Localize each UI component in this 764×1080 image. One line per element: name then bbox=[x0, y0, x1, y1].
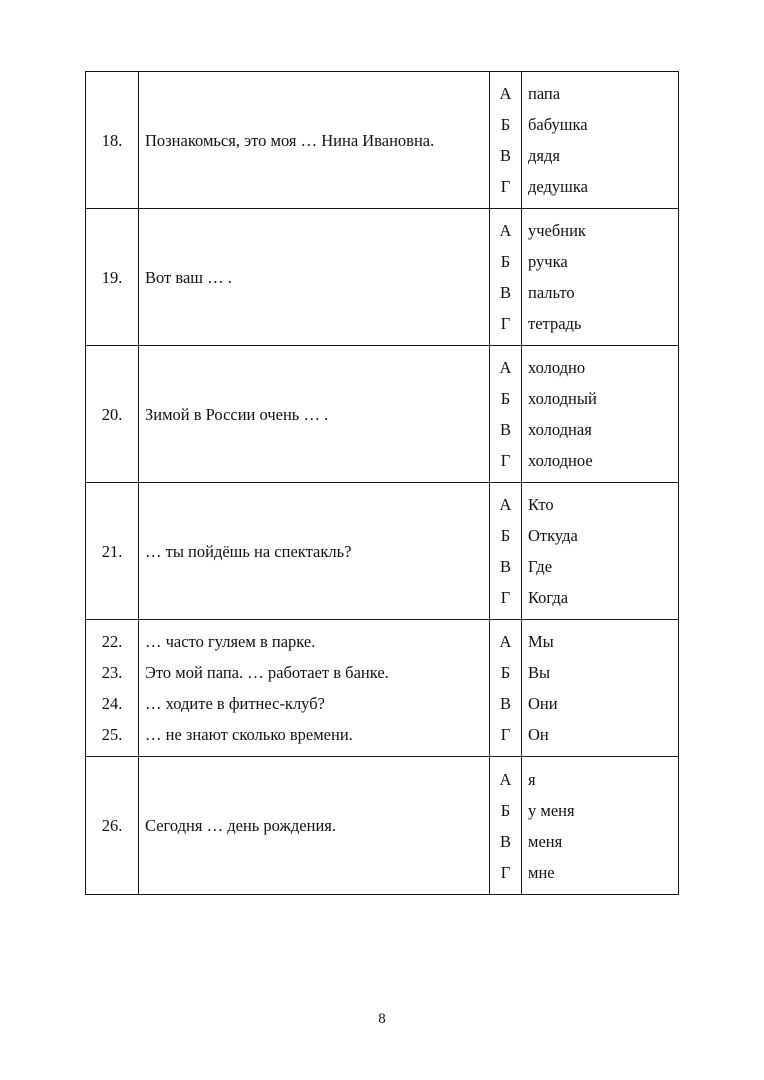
option-text: холодно bbox=[528, 358, 586, 377]
question-text: … ты пойдёшь на спектакль? bbox=[145, 541, 352, 561]
option-text: бабушка bbox=[528, 115, 588, 134]
option-letter: Г bbox=[500, 588, 511, 607]
option-letters-cell bbox=[490, 483, 522, 620]
option-text: меня bbox=[528, 831, 563, 851]
option-letter: А bbox=[499, 632, 512, 651]
question-text: Это мой папа. … работает в банке. bbox=[145, 663, 389, 682]
option-letter: Б bbox=[500, 115, 511, 134]
option-texts-cell bbox=[522, 72, 679, 209]
question-text: … часто гуляем в парке. bbox=[145, 632, 316, 651]
option-letter: В bbox=[499, 557, 511, 576]
option-letter: Г bbox=[500, 314, 511, 333]
option-text: у меня bbox=[528, 800, 575, 820]
option-letter: Б bbox=[500, 252, 511, 271]
option-letter: Г bbox=[500, 725, 511, 744]
question-cell bbox=[139, 209, 490, 346]
option-text: Когда bbox=[528, 588, 569, 607]
option-letter: Г bbox=[500, 451, 511, 470]
option-letter: Б bbox=[500, 663, 511, 682]
test-table bbox=[85, 71, 679, 895]
option-letter: Г bbox=[500, 862, 511, 882]
task-number: 18. bbox=[101, 130, 123, 150]
option-text: Мы bbox=[528, 632, 554, 651]
option-text: мне bbox=[528, 862, 555, 882]
task-number: 19. bbox=[101, 267, 123, 287]
task-number-cell bbox=[86, 757, 139, 895]
task-number-cell bbox=[86, 209, 139, 346]
option-text: Он bbox=[528, 725, 549, 744]
task-number-cell bbox=[86, 483, 139, 620]
option-text: Вы bbox=[528, 663, 551, 682]
option-letters-cell bbox=[490, 757, 522, 895]
question-text: Зимой в России очень … . bbox=[145, 404, 329, 424]
task-number-cell bbox=[86, 620, 139, 757]
question-text: Вот ваш … . bbox=[145, 267, 232, 287]
option-text: учебник bbox=[528, 221, 586, 240]
option-letters-cell bbox=[490, 209, 522, 346]
option-letter: А bbox=[499, 358, 512, 377]
task-number: 24. bbox=[101, 694, 123, 713]
question-cell bbox=[139, 483, 490, 620]
option-text: холодный bbox=[528, 389, 597, 408]
task-number-cell bbox=[86, 72, 139, 209]
task-row bbox=[86, 209, 679, 346]
option-letters-cell bbox=[490, 346, 522, 483]
option-texts-cell bbox=[522, 483, 679, 620]
task-row bbox=[86, 483, 679, 620]
option-letter: Б bbox=[500, 526, 511, 545]
option-text: пальто bbox=[528, 283, 575, 302]
task-number: 20. bbox=[101, 404, 123, 424]
task-row bbox=[86, 620, 679, 757]
question-text: … ходите в фитнес-клуб? bbox=[145, 694, 325, 713]
page-number: 8 bbox=[378, 1011, 386, 1027]
question-cell bbox=[139, 757, 490, 895]
question-text: … не знают сколько времени. bbox=[145, 725, 353, 744]
option-text: холодное bbox=[528, 451, 593, 470]
option-text: папа bbox=[528, 84, 561, 103]
test-table-body bbox=[86, 72, 679, 895]
option-text: Откуда bbox=[528, 526, 578, 545]
option-letter: А bbox=[499, 495, 512, 514]
option-letter: А bbox=[499, 769, 512, 789]
option-letter: В bbox=[499, 146, 511, 165]
option-letter: А bbox=[499, 221, 512, 240]
option-letter: В bbox=[499, 694, 511, 713]
option-texts-cell bbox=[522, 757, 679, 895]
option-letter: А bbox=[499, 84, 512, 103]
option-letters-cell bbox=[490, 72, 522, 209]
option-letter: В bbox=[499, 831, 511, 851]
option-texts-cell bbox=[522, 209, 679, 346]
option-texts-cell bbox=[522, 620, 679, 757]
option-text: я bbox=[528, 769, 536, 789]
option-text: Они bbox=[528, 694, 558, 713]
task-row bbox=[86, 757, 679, 895]
option-text: дядя bbox=[528, 146, 560, 165]
task-number: 21. bbox=[101, 541, 123, 561]
task-number: 23. bbox=[101, 663, 123, 682]
option-letter: Г bbox=[500, 177, 511, 196]
option-text: Где bbox=[528, 557, 553, 576]
option-text: тетрадь bbox=[528, 314, 582, 333]
option-text: холодная bbox=[528, 420, 592, 439]
option-text: ручка bbox=[528, 252, 568, 271]
question-text: Сегодня … день рождения. bbox=[145, 816, 337, 835]
option-letter: В bbox=[499, 283, 511, 302]
question-text: Познакомься, это моя … Нина Ивановна. bbox=[145, 130, 435, 150]
option-letter: Б bbox=[500, 389, 511, 408]
option-text: Кто bbox=[528, 495, 554, 514]
task-number: 22. bbox=[101, 632, 123, 651]
option-letter: В bbox=[499, 420, 511, 439]
question-cell bbox=[139, 346, 490, 483]
task-number: 25. bbox=[101, 725, 123, 744]
task-row bbox=[86, 72, 679, 209]
option-texts-cell bbox=[522, 346, 679, 483]
question-cell bbox=[139, 620, 490, 757]
task-number-cell bbox=[86, 346, 139, 483]
option-letters-cell bbox=[490, 620, 522, 757]
option-text: дедушка bbox=[528, 177, 588, 196]
task-number: 26. bbox=[101, 816, 123, 835]
option-letter: Б bbox=[500, 800, 511, 820]
question-cell bbox=[139, 72, 490, 209]
task-row bbox=[86, 346, 679, 483]
